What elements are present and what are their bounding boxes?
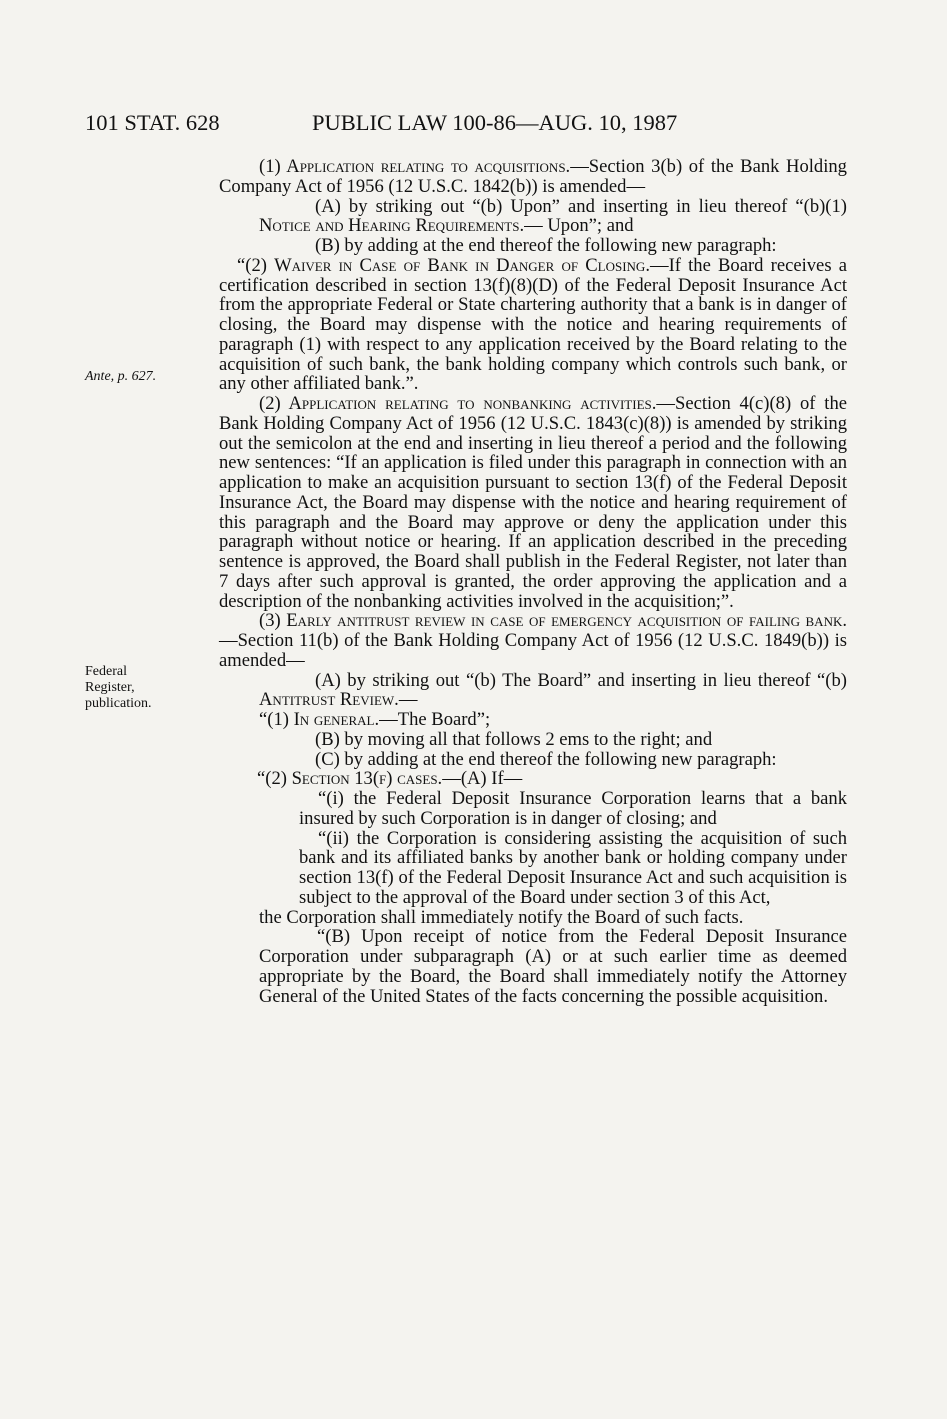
- clause-conclusion: [219, 908, 847, 928]
- clause-ii: [219, 829, 847, 908]
- margin-note-line: Register,: [85, 680, 135, 695]
- quoted-paragraph-2: [219, 256, 847, 394]
- paragraph-heading: (1) Application relating to acquisitions.: [259, 156, 571, 177]
- paragraph-text: — Upon”; and: [524, 215, 634, 237]
- subparagraph-3b: [219, 730, 847, 750]
- margin-note-ante: [85, 369, 156, 385]
- paragraph-heading: Notice and Hearing Requirements.: [259, 215, 525, 237]
- subparagraph-a: [219, 197, 847, 237]
- public-law-title: PUBLIC LAW 100-86—AUG. 10, 1987: [312, 110, 678, 135]
- paragraph-text: —The Board”;: [379, 709, 491, 730]
- paragraph-1: [219, 157, 847, 197]
- paragraph-heading: (2) Application relating to nonbanking activities.: [259, 393, 657, 414]
- paragraph-3: [219, 611, 847, 670]
- subparagraph-quoted-b: [219, 927, 847, 1006]
- paragraph-text: “(2): [257, 768, 292, 790]
- paragraph-text: —: [398, 689, 418, 711]
- paragraph-text: (B) by moving all that follows 2 ems to the right; and: [315, 728, 713, 750]
- law-body-text: [219, 157, 847, 1006]
- clause-i: [219, 789, 847, 829]
- paragraph-heading: Waiver in Case of Bank in Danger of Closing.: [274, 254, 650, 276]
- paragraph-text: “(1): [259, 709, 294, 730]
- paragraph-text: (A) by striking out “(b) Upon” and inserting in lieu thereof “(b)(1): [315, 195, 847, 217]
- paragraph-text: —Section 4(c)(8) of the Bank Holding Company Act of 1956 (12 U.S.C. 1843(c)(8)) is amended by striking out the semicolon at the end and inserting in lieu thereof a period and the following new sentences: “If an application is filed under this paragraph in connection with an application to make an acquisition pursuant to section 13(f) of the Federal Deposit Insurance Act, the Board may dispense with the notice and hearing requirement of this paragraph and the Board may approve or deny the application under this paragraph without notice or hearing. If an application described in the preceding sentence is approved, the Board shall publish in the Federal Register, not later than 7 days after such approval is granted, the order approving the application and a description of the nonbanking activities involved in the acquisition;”.: [219, 393, 847, 612]
- subparagraph-3a: [219, 671, 847, 711]
- margin-note-ante-text: Ante, p. 627.: [85, 369, 157, 384]
- paragraph-text: the Corporation shall immediately notify the Board of such facts.: [259, 906, 744, 928]
- paragraph-text: —Section 3(b) of the Bank Holding Company Act of 1956 (12 U.S.C. 1842(b)) is amended—: [219, 156, 847, 197]
- paragraph-text: (B) by adding at the end thereof the following new paragraph:: [315, 235, 777, 256]
- paragraph-text: (A) by striking out “(b) The Board” and inserting in lieu thereof “(b): [315, 669, 847, 691]
- margin-note-federal-register: [85, 664, 152, 712]
- paragraph-text: “(B) Upon receipt of notice from the Federal Deposit Insurance Corporation under subparagraph (A) or at such earlier time as deemed appropriate by the Board, the Board shall immediately notify the Attorney General of the United States of the facts concerning the possible acquisition.: [259, 926, 847, 1007]
- quoted-paragraph-3-2: [219, 769, 847, 789]
- paragraph-2: [219, 394, 847, 611]
- paragraph-text: —Section 11(b) of the Bank Holding Company Act of 1956 (12 U.S.C. 1849(b)) is amended—: [219, 630, 847, 671]
- statute-page-number: 101 STAT. 628: [85, 110, 220, 135]
- page-header: [85, 110, 845, 140]
- margin-note-line: publication.: [85, 696, 152, 711]
- paragraph-heading: (3) Early antitrust review in case of emergency acquisition of failing bank.: [259, 610, 847, 632]
- margin-note-line: Federal: [85, 664, 127, 679]
- paragraph-text: “(ii) the Corporation is considering assisting the acquisition of such bank and its affiliated banks by another bank or holding company under section 13(f) of the Federal Deposit Insurance Act and such acquisition is subject to the approval of the Board under section 3 of this Act,: [299, 827, 847, 908]
- paragraph-text: (C) by adding at the end thereof the following new paragraph:: [315, 748, 777, 770]
- paragraph-text: “(i) the Federal Deposit Insurance Corporation learns that a bank insured by such Corporation is in danger of closing; and: [299, 788, 847, 829]
- subparagraph-3c: [219, 750, 847, 770]
- paragraph-text: —If the Board receives a certification described in section 13(f)(8)(D) of the Federal Deposit Insurance Act from the appropriate Federal or State chartering authority that a bank is in danger of closing, the Board may dispense with the notice and hearing requirements of paragraph (1) with respect to any application received by the Board relating to the acquisition of such bank, the bank holding company which controls such bank, or any other affiliated bank.”.: [219, 254, 847, 395]
- quoted-paragraph-3-1: [219, 710, 847, 730]
- paragraph-heading: Section 13(f) cases.: [291, 768, 443, 790]
- paragraph-heading: Antitrust Review.: [259, 689, 399, 711]
- subparagraph-b: [219, 236, 847, 256]
- paragraph-heading: In general.: [293, 709, 380, 730]
- paragraph-text: “(2): [237, 254, 275, 276]
- paragraph-text: —(A) If—: [442, 768, 523, 790]
